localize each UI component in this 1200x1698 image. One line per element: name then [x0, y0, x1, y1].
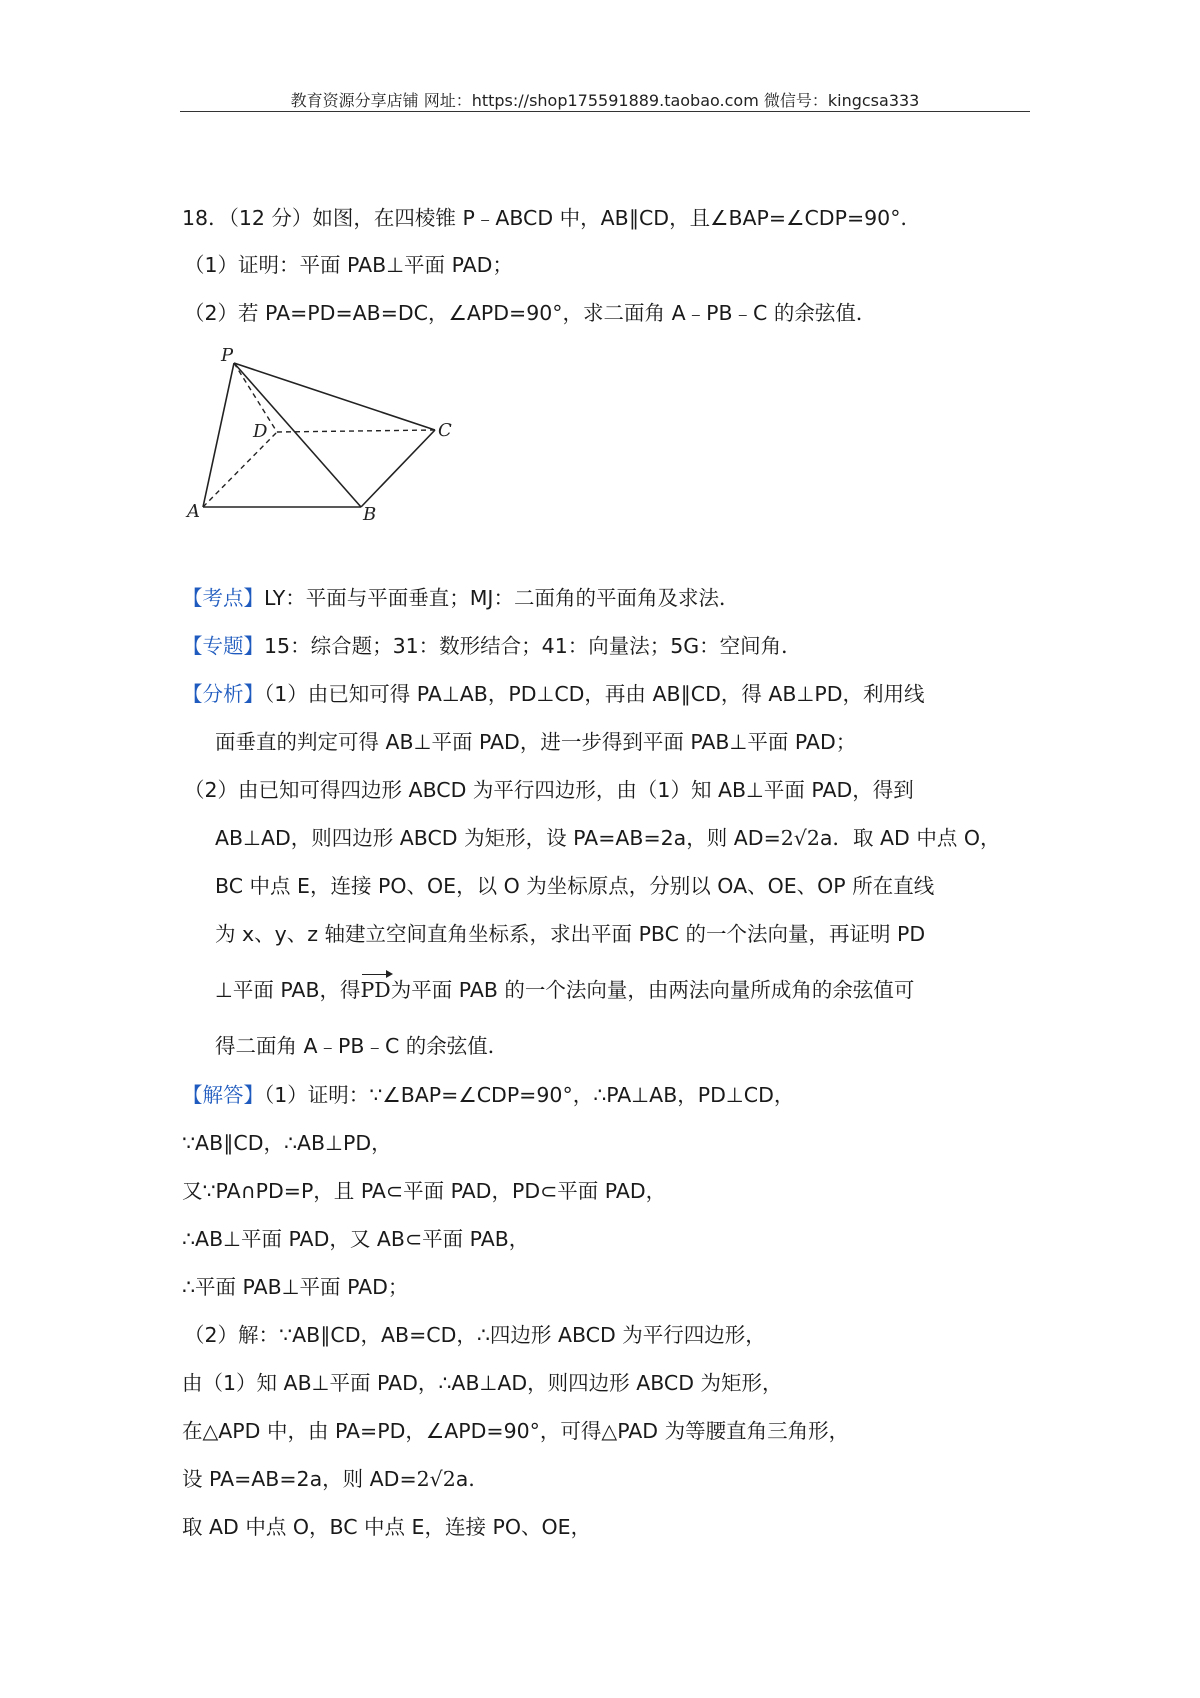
edge-ad [203, 432, 277, 507]
kaodian-tag: 【考点】 [182, 586, 264, 610]
fenxi-line1 [182, 679, 925, 709]
jieda-line6: （2）解：∵AB∥CD，AB=CD，∴四边形 ABCD 为平行四边形， [184, 1323, 766, 1347]
jieda-line5: ∴平面 PAB⊥平面 PAD； [182, 1275, 409, 1299]
problem-part2: （2）若 PA=PD=AB=DC，∠APD=90°，求二面角 A﹣PB﹣C 的余弦值． [184, 301, 877, 325]
jieda-text-9a: 设 PA=AB=2a，则 AD= [182, 1467, 417, 1491]
jieda-line3: 又∵PA∩PD=P，且 PA⊂平面 PAD，PD⊂平面 PAD， [182, 1179, 667, 1203]
zhuanti-tag: 【专题】 [182, 634, 264, 658]
fenxi-tag: 【分析】 [182, 682, 264, 706]
edge-dc [277, 430, 435, 432]
fenxi-line2: 面垂直的判定可得 AB⊥平面 PAD，进一步得到平面 PAB⊥平面 PAD； [215, 730, 857, 754]
jieda-text-1: （1）证明：∵∠BAP=∠CDP=90°，∴PA⊥AB，PD⊥CD， [264, 1083, 795, 1107]
fenxi-line6: 为 x、y、z 轴建立空间直角坐标系，求出平面 PBC 的一个法向量，再证明 PD [215, 922, 926, 946]
jieda-line4: ∴AB⊥平面 PAD，又 AB⊂平面 PAB， [182, 1227, 530, 1251]
fenxi-text-7b: 为平面 PAB 的一个法向量，由两法向量所成角的余弦值可 [390, 978, 915, 1002]
math-2sqrt2-b: 2√2 [416, 1467, 456, 1491]
jieda-line9 [182, 1464, 489, 1494]
kaodian-text: LY：平面与平面垂直；MJ：二面角的平面角及求法． [264, 586, 740, 610]
zhuanti-text: 15：综合题；31：数形结合；41：向量法；5G：空间角． [264, 634, 802, 658]
fenxi-text-7a: ⊥平面 PAB，得 [215, 978, 361, 1002]
problem-part1: （1）证明：平面 PAB⊥平面 PAD； [184, 253, 513, 277]
jieda-text-9b: a． [455, 1467, 489, 1491]
fenxi-line7 [215, 975, 914, 1005]
vertex-label-b: B [363, 504, 377, 520]
vector-pd: PD [361, 975, 391, 1005]
edge-pa [203, 363, 234, 507]
page-header: 教育资源分享店铺 网址：https://shop175591889.taobao.com 微信号：kingcsa333 [290, 91, 920, 110]
fenxi-text-4b: a．取 AD 中点 O， [819, 826, 1001, 850]
jieda-line8: 在△APD 中，由 PA=PD，∠APD=90°，可得△PAD 为等腰直角三角形， [182, 1419, 850, 1443]
jieda-line2: ∵AB∥CD，∴AB⊥PD， [182, 1131, 392, 1155]
pyramid-figure [185, 340, 465, 520]
fenxi-text-4a: AB⊥AD，则四边形 ABCD 为矩形，设 PA=AB=2a，则 AD= [215, 826, 781, 850]
vertex-label-d: D [253, 421, 268, 442]
math-2sqrt2: 2√2 [780, 826, 820, 850]
problem-title: 18．（12 分）如图，在四棱锥 P﹣ABCD 中，AB∥CD，且∠BAP=∠CDP=90°． [182, 206, 921, 230]
kaodian-line [182, 583, 739, 613]
jieda-tag: 【解答】 [182, 1083, 264, 1107]
zhuanti-line [182, 631, 802, 661]
fenxi-line8: 得二面角 A﹣PB﹣C 的余弦值． [215, 1034, 509, 1058]
fenxi-line4 [215, 823, 1000, 853]
vertex-label-p: P [221, 345, 234, 366]
jieda-line10: 取 AD 中点 O，BC 中点 E，连接 PO、OE， [182, 1515, 592, 1539]
fenxi-text-1: （1）由已知可得 PA⊥AB，PD⊥CD，再由 AB∥CD，得 AB⊥PD，利用线 [264, 682, 925, 706]
header-divider [180, 111, 1030, 112]
vertex-label-c: C [438, 420, 452, 441]
edge-bc [361, 430, 435, 507]
fenxi-line3: （2）由已知可得四边形 ABCD 为平行四边形，由（1）知 AB⊥平面 PAD，得到 [184, 778, 914, 802]
jieda-line1 [182, 1080, 794, 1110]
vertex-label-a: A [187, 501, 200, 520]
jieda-line7: 由（1）知 AB⊥平面 PAD，∴AB⊥AD，则四边形 ABCD 为矩形， [182, 1371, 783, 1395]
fenxi-line5: BC 中点 E，连接 PO、OE，以 O 为坐标原点，分别以 OA、OE、OP 所在直线 [215, 874, 935, 898]
